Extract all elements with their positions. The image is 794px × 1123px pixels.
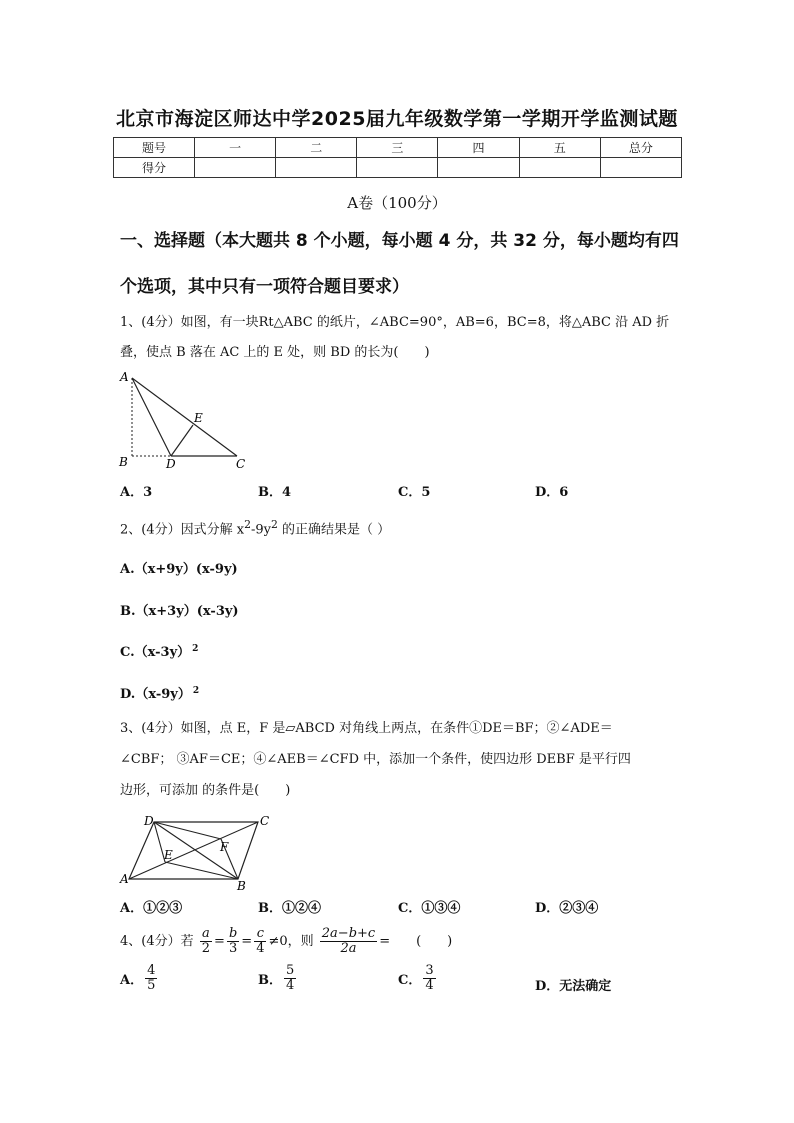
section-a-heading: A卷（100分） [347,194,447,212]
q1-label-c: C [236,457,246,471]
q1-text: 1、(4分）如图，有一块Rt△ABC 的纸片，∠ABC=90°，AB=6，BC=8，将△ABC 沿 AD 折叠，使点 B 落在 AC 上的 E 处，则 BD 的长为( ) [120,315,670,360]
score-table [113,137,682,178]
q3-label-f: F [220,840,229,854]
q4-option-b[interactable]: B． $\frac{5}{4}$ [258,963,295,993]
q4-big-frac: $\frac{2a-b+c}{2a}$ [321,926,376,956]
score-input-cell[interactable] [519,158,600,178]
table-cell: 三 [357,138,438,158]
q3-option-b[interactable]: B．①②④ [258,901,321,916]
part1-heading: 一、选择题（本大题共 8 个小题，每小题 4 分，共 32 分，每小题均有四个选项，其中只有一项符合题目要求） [120,231,679,297]
q2-option-d[interactable]: D.（x-9y） $^2$ [120,685,200,702]
q3-option-d[interactable]: D．②③④ [535,901,599,916]
q3-label-a: A [120,872,129,886]
q4-frac-b: $\frac{b}{3}$ [228,926,238,956]
q4-text: 4、(4分）若 $\frac{a}{2}$ = $\frac{b}{3}$ = $\frac{c}{4}$ ≠0，则 $\frac{2a-b+c}{2a}$ = ( ) [120,926,453,956]
table-cell: 四 [438,138,519,158]
q1-label-d: D [166,457,176,471]
q1-option-b[interactable]: B．4 [258,485,292,500]
table-cell: 总分 [600,138,681,158]
table-cell: 二 [276,138,357,158]
q3-line-2: ∠CBF； ③AF＝CE；④∠AEB＝∠CFD 中，添加一个条件，使四边形 DEBF 是平行四 [120,752,631,767]
q3-line-1: 3、(4分）如图，点 E，F 是▱ABCD 对角线上两点，在条件①DE＝BF；②∠ADE＝ [120,721,613,736]
q2-option-a[interactable]: A.（x+9y）(x-9y) [120,562,238,577]
q3-option-a[interactable]: A．①②③ [120,901,183,916]
q1-label-e: E [194,411,203,425]
q2-exp: 2 [270,518,278,531]
page-title: 北京市海淀区师达中学2025届九年级数学第一学期开学监测试题 [116,108,678,130]
q2-option-c[interactable]: C.（x-3y） $^2$ [120,643,199,660]
q2-option-b[interactable]: B.（x+3y）(x-3y) [120,604,239,619]
q1-figure [115,366,255,472]
q2-text: 2、(4分）因式分解 $x^2-9y^2$ 的正确结果是（ ） [120,518,391,538]
q3-figure [117,810,277,890]
table-cell: 得分 [114,158,195,178]
q1-label-a: A [120,370,129,384]
score-input-cell[interactable] [195,158,276,178]
q1-label-b: B [119,455,128,469]
q1-option-d[interactable]: D．6 [535,485,569,500]
q4-option-a[interactable]: A． $\frac{4}{5}$ [120,963,156,993]
q3-label-d: D [144,814,154,828]
q1-option-a[interactable]: A．3 [120,485,153,500]
q4-option-d[interactable]: D．无法确定 [535,979,612,994]
table-cell: 五 [519,138,600,158]
q2-exp: 2 [244,518,251,531]
score-input-cell[interactable] [438,158,519,178]
score-table-score-row [114,158,682,178]
q1-option-c[interactable]: C．5 [398,485,431,500]
q3-option-c[interactable]: C．①③④ [398,901,461,916]
q4-option-c[interactable]: C． $\frac{3}{4}$ [398,963,434,993]
score-table-header-row [114,138,682,158]
score-input-cell[interactable] [357,158,438,178]
q3-label-b: B [237,879,246,890]
q3-label-c: C [260,814,270,828]
table-cell: 题号 [114,138,195,158]
q4-frac-c: $\frac{c}{4}$ [256,926,265,956]
q4-frac-a: $\frac{a}{2}$ [201,926,211,956]
score-input-cell[interactable] [276,158,357,178]
table-cell: 一 [195,138,276,158]
score-input-cell[interactable] [600,158,681,178]
q3-line-3: 边形，可添加 的条件是( ) [120,783,291,798]
q3-label-e: E [164,848,173,862]
